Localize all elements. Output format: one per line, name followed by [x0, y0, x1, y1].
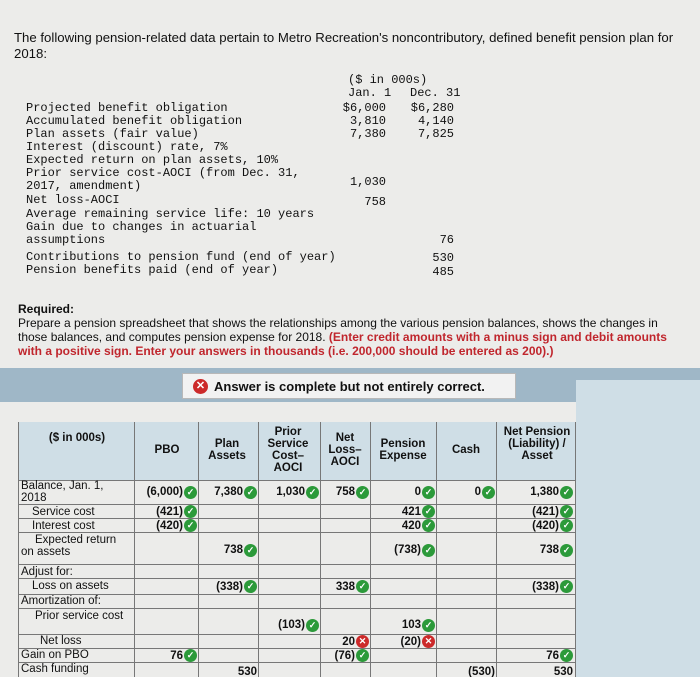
row-adjust-for: Adjust for:	[21, 566, 73, 578]
cell-input[interactable]: 0 ✓	[371, 484, 435, 500]
correct-icon: ✓	[356, 486, 369, 499]
correct-icon: ✓	[184, 519, 197, 532]
row-label: 2017, amendment)	[26, 179, 142, 193]
required-section	[18, 302, 680, 358]
cell-input[interactable]: 530	[553, 665, 573, 677]
dec-value: 7,825	[417, 127, 454, 141]
header-pension-expense: Pension Expense	[379, 438, 427, 462]
col-dec-header: Dec. 31	[410, 86, 461, 100]
incorrect-icon: ✕	[422, 635, 435, 648]
cell-input[interactable]: (420) ✓	[497, 519, 573, 532]
cell-input[interactable]: 103 ✓	[371, 618, 435, 632]
cell-input[interactable]: 20 ✕	[321, 635, 369, 648]
jan-value: 758	[364, 195, 386, 209]
right-margin-band	[576, 380, 700, 677]
dec-value: $6,280	[410, 101, 454, 115]
correct-icon: ✓	[356, 649, 369, 662]
dec-value: 530	[432, 251, 454, 265]
correct-icon: ✓	[560, 580, 573, 593]
correct-icon: ✓	[184, 649, 197, 662]
row-label: Gain due to changes in actuarial	[26, 220, 257, 234]
cell-input[interactable]: (6,000) ✓	[135, 484, 197, 500]
row-amortization: Amortization of:	[21, 595, 101, 607]
jan-value: 7,380	[349, 127, 386, 141]
cell-input[interactable]: 421 ✓	[371, 505, 435, 518]
cell-input[interactable]: (76) ✓	[321, 649, 369, 662]
row-interest-cost: Interest cost	[32, 520, 95, 532]
cell-input[interactable]: (338) ✓	[199, 580, 257, 593]
dec-value: 485	[432, 265, 454, 279]
header-units: ($ in 000s)	[48, 432, 106, 444]
row-label: Pension benefits paid (end of year)	[26, 263, 279, 277]
cell-input[interactable]: (530)	[468, 665, 495, 677]
correct-icon: ✓	[422, 544, 435, 557]
cell-input[interactable]: 1,380 ✓	[497, 484, 573, 500]
correct-icon: ✓	[306, 619, 319, 632]
correct-icon: ✓	[244, 544, 257, 557]
header-net-pension: Net Pension (Liability) / Asset	[503, 426, 571, 462]
jan-value: 3,810	[349, 114, 386, 128]
correct-icon: ✓	[244, 486, 257, 499]
cell-input[interactable]: 7,380 ✓	[199, 484, 257, 500]
row-label: Prior service cost-AOCI (from Dec. 31,	[26, 166, 300, 180]
required-heading: Required:	[18, 302, 75, 316]
cell-input[interactable]: (103) ✓	[259, 618, 319, 632]
pension-spreadsheet	[18, 422, 576, 677]
cell-input[interactable]: (20) ✕	[371, 635, 435, 648]
row-label: Expected return on plan assets, 10%	[26, 153, 279, 167]
row-balance: Balance, Jan. 1, 2018	[21, 480, 104, 504]
correct-icon: ✓	[560, 505, 573, 518]
required-text: Prepare a pension spreadsheet that shows the relationships among the various pension balances, shows the changes in those balances, and computes pension expense for 2018.	[18, 316, 658, 344]
correct-icon: ✓	[306, 486, 319, 499]
correct-icon: ✓	[422, 519, 435, 532]
correct-icon: ✓	[560, 519, 573, 532]
correct-icon: ✓	[422, 619, 435, 632]
row-label: Average remaining service life: 10 years	[26, 207, 315, 221]
unit-header: ($ in 000s)	[348, 73, 428, 87]
row-label: Accumulated benefit obligation	[26, 114, 243, 128]
cell-input[interactable]: 420 ✓	[371, 519, 435, 532]
row-expected-return: Expected return on assets	[21, 534, 117, 558]
problem-intro: The following pension-related data pertain to Metro Recreation's noncontributory, defined benefit pension plan for 2018:	[14, 30, 674, 61]
correct-icon: ✓	[184, 486, 197, 499]
cell-input[interactable]: 758 ✓	[321, 484, 369, 500]
jan-value: 1,030	[349, 175, 386, 189]
answer-status-box	[182, 373, 516, 399]
cell-input[interactable]: 338 ✓	[321, 580, 369, 593]
col-jan-header: Jan. 1	[348, 86, 392, 100]
cell-input[interactable]: (420) ✓	[135, 519, 197, 532]
cell-input[interactable]: 0 ✓	[437, 484, 495, 500]
row-label: Net loss-AOCI	[26, 193, 120, 207]
correct-icon: ✓	[422, 486, 435, 499]
row-label: Contributions to pension fund (end of year)	[26, 250, 336, 264]
correct-icon: ✓	[482, 486, 495, 499]
row-prior-service: Prior service cost	[35, 610, 124, 622]
header-net-loss: Net Loss–AOCI	[328, 432, 362, 468]
cell-input[interactable]: 530	[237, 665, 257, 677]
correct-icon: ✓	[560, 649, 573, 662]
cell-input[interactable]: (421) ✓	[135, 505, 197, 518]
jan-value: $6,000	[342, 101, 386, 115]
row-cash-funding: Cash funding	[21, 663, 89, 675]
row-gain-on-pbo: Gain on PBO	[21, 649, 89, 661]
row-loss-on-assets: Loss on assets	[32, 580, 109, 592]
row-label: Plan assets (fair value)	[26, 127, 199, 141]
answer-status-text: Answer is complete but not entirely correct.	[214, 378, 485, 394]
incorrect-icon: ✕	[193, 379, 208, 394]
cell-input[interactable]: (738) ✓	[371, 542, 435, 558]
dec-value: 76	[439, 233, 454, 247]
cell-input[interactable]: (338) ✓	[497, 580, 573, 593]
cell-input[interactable]: 76 ✓	[135, 649, 197, 662]
header-prior-service: Prior Service Cost–AOCI	[267, 426, 309, 474]
correct-icon: ✓	[560, 544, 573, 557]
cell-input[interactable]: 76 ✓	[497, 649, 573, 662]
correct-icon: ✓	[244, 580, 257, 593]
row-label: Projected benefit obligation	[26, 101, 228, 115]
incorrect-icon: ✕	[356, 635, 369, 648]
row-net-loss: Net loss	[40, 635, 82, 647]
dec-value: 4,140	[417, 114, 454, 128]
correct-icon: ✓	[560, 486, 573, 499]
header-pbo: PBO	[154, 444, 180, 456]
correct-icon: ✓	[184, 505, 197, 518]
cell-input[interactable]: (421) ✓	[497, 505, 573, 518]
correct-icon: ✓	[422, 505, 435, 518]
cell-input[interactable]: 1,030 ✓	[259, 484, 319, 500]
required-instruction: (Enter credit amounts with a minus sign and debit amounts with a positive sign. Enter your answers in thousands (i.e. 200,000 should be entered as 200).)	[18, 330, 667, 358]
cell-input[interactable]: 738 ✓	[497, 542, 573, 558]
row-label: assumptions	[26, 233, 106, 247]
header-cash: Cash	[451, 444, 481, 456]
correct-icon: ✓	[356, 580, 369, 593]
row-service-cost: Service cost	[32, 506, 95, 518]
header-plan-assets: Plan Assets	[208, 438, 246, 462]
row-label: Interest (discount) rate, 7%	[26, 140, 228, 154]
cell-input[interactable]: 738 ✓	[199, 542, 257, 558]
